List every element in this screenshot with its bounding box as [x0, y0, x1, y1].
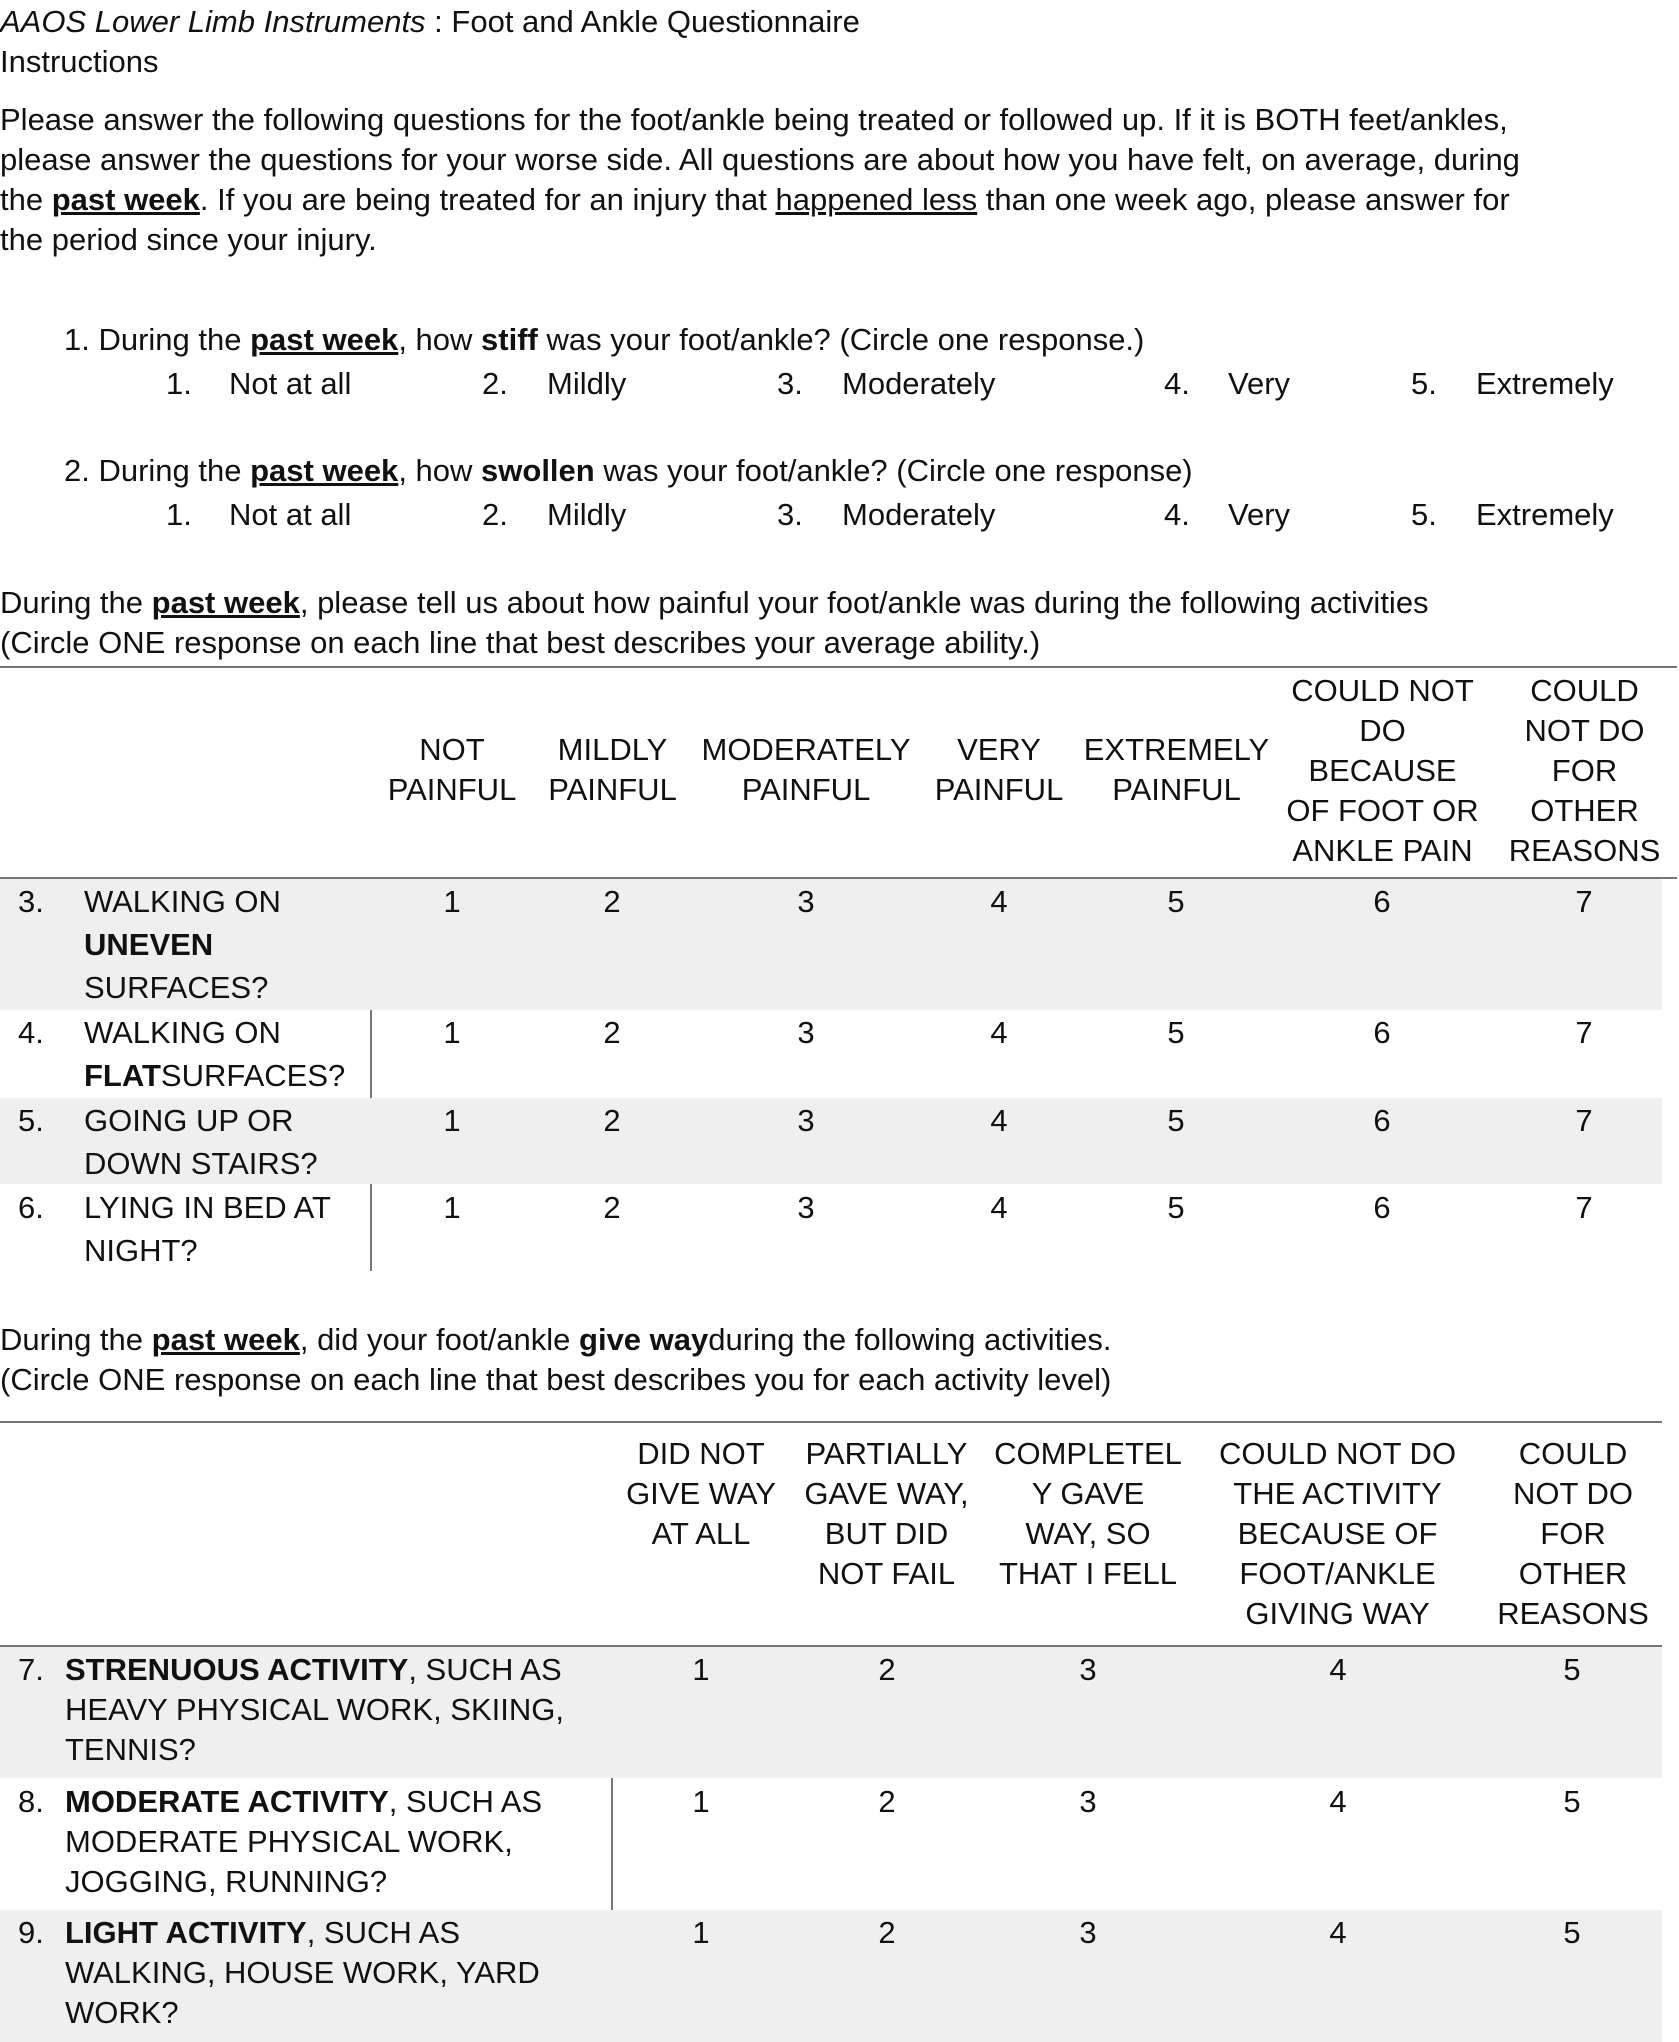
instructions-line: Please answer the following questions for the foot/ankle being treated or followed up. If it is BOTH feet/ankles, — [0, 102, 1508, 137]
emphasis-happened-less: happened less — [775, 182, 978, 217]
response-4[interactable]: 4 — [1329, 1915, 1347, 1950]
divider — [0, 666, 1677, 668]
instructions-line — [0, 180, 1520, 220]
response-6[interactable]: 6 — [1373, 1015, 1391, 1050]
response-5[interactable]: 5 — [1563, 1915, 1581, 1950]
column-header: COULD NOT DO FOR OTHER REASONS — [1508, 673, 1661, 868]
row-number: 5. — [18, 1103, 44, 1138]
emphasis-past-week: past week — [250, 322, 399, 357]
option-mildly[interactable]: Mildly — [547, 497, 627, 532]
column-header: COULD NOT DO THE ACTIVITY BECAUSE OF FOOT/ANKLE GIVING WAY — [1218, 1436, 1457, 1631]
row-label-text: TENNIS? — [65, 1732, 196, 1767]
column-header: MILDLY PAINFUL — [548, 732, 677, 807]
question-1 — [64, 320, 1144, 360]
emphasis-swollen: swollen — [481, 453, 595, 488]
option-mildly[interactable]: Mildly — [547, 366, 627, 401]
option-number[interactable]: 1. — [166, 497, 192, 532]
response-2[interactable]: 2 — [603, 1190, 621, 1225]
row-number: 9. — [18, 1915, 44, 1950]
divider — [0, 1421, 1662, 1423]
option-number[interactable]: 2. — [482, 497, 508, 532]
giveway-section-instruction: (Circle ONE response on each line that best describes you for each activity level) — [0, 1362, 1112, 1397]
emphasis-give-way: give way — [579, 1322, 709, 1357]
row-label-text: DOWN STAIRS? — [84, 1146, 318, 1181]
response-2[interactable]: 2 — [878, 1784, 896, 1819]
row-label-emphasis: LIGHT ACTIVITY — [65, 1915, 307, 1950]
response-1[interactable]: 1 — [692, 1784, 710, 1819]
row-label-text: WALKING ON — [84, 1015, 281, 1050]
response-7[interactable]: 7 — [1575, 1103, 1593, 1138]
response-1[interactable]: 1 — [443, 884, 461, 919]
text: During the — [0, 1322, 152, 1357]
title-questionnaire: : Foot and Ankle Questionnaire — [425, 4, 860, 39]
row-label — [84, 880, 281, 1009]
row-label — [65, 1650, 564, 1770]
row-label-text: HEAVY PHYSICAL WORK, SKIING, — [65, 1692, 564, 1727]
row-label — [65, 1913, 540, 2033]
option-not-at-all[interactable]: Not at all — [229, 497, 352, 532]
option-number[interactable]: 2. — [482, 366, 508, 401]
text: was your foot/ankle? (Circle one response.) — [537, 322, 1145, 357]
text: than one week ago, please answer for — [977, 182, 1510, 217]
row-label-text: NIGHT? — [84, 1233, 198, 1268]
row-label — [84, 1186, 331, 1272]
instructions-heading: Instructions — [0, 44, 159, 79]
page-title — [0, 2, 860, 42]
text: . If you are being treated for an injury that — [199, 182, 776, 217]
column-header: EXTREMELY PAINFUL — [1083, 732, 1270, 807]
column-header: COULD NOT DO FOR OTHER REASONS — [1497, 1436, 1649, 1631]
response-1[interactable]: 1 — [443, 1015, 461, 1050]
response-7[interactable]: 7 — [1575, 1015, 1593, 1050]
option-extremely[interactable]: Extremely — [1476, 497, 1614, 532]
option-not-at-all[interactable]: Not at all — [229, 366, 352, 401]
response-2[interactable]: 2 — [603, 1015, 621, 1050]
response-4[interactable]: 4 — [1329, 1784, 1347, 1819]
response-2[interactable]: 2 — [603, 1103, 621, 1138]
row-number: 6. — [18, 1190, 44, 1225]
column-header: VERY PAINFUL — [934, 732, 1064, 807]
option-number[interactable]: 5. — [1411, 366, 1437, 401]
row-label-text: SURFACES? — [84, 970, 269, 1005]
row-number: 3. — [18, 884, 44, 919]
text: was your foot/ankle? (Circle one response) — [594, 453, 1193, 488]
row-label-emphasis: MODERATE ACTIVITY — [65, 1784, 389, 1819]
response-3[interactable]: 3 — [797, 1015, 815, 1050]
text: 2. During the — [64, 453, 251, 488]
option-extremely[interactable]: Extremely — [1476, 366, 1614, 401]
text: during the following activities. — [708, 1322, 1112, 1357]
pain-section-intro — [0, 583, 1429, 623]
text: , please tell us about how painful your foot/ankle was during the following activities — [299, 585, 1429, 620]
option-number[interactable]: 4. — [1164, 366, 1190, 401]
response-5[interactable]: 5 — [1563, 1784, 1581, 1819]
response-5[interactable]: 5 — [1167, 884, 1185, 919]
response-1[interactable]: 1 — [443, 1190, 461, 1225]
giveway-section-intro — [0, 1320, 1111, 1360]
response-2[interactable]: 2 — [878, 1652, 896, 1687]
response-1[interactable]: 1 — [692, 1652, 710, 1687]
response-3[interactable]: 3 — [797, 1190, 815, 1225]
emphasis-past-week: past week — [151, 1322, 300, 1357]
column-header: NOT PAINFUL — [387, 732, 517, 807]
option-moderately[interactable]: Moderately — [842, 497, 996, 532]
option-number[interactable]: 1. — [166, 366, 192, 401]
response-4[interactable]: 4 — [1329, 1652, 1347, 1687]
option-number[interactable]: 3. — [777, 497, 803, 532]
response-1[interactable]: 1 — [692, 1915, 710, 1950]
instructions-paragraph — [0, 100, 1520, 260]
row-number: 7. — [18, 1652, 44, 1687]
response-6[interactable]: 6 — [1373, 884, 1391, 919]
response-5[interactable]: 5 — [1167, 1190, 1185, 1225]
response-3[interactable]: 3 — [1079, 1652, 1097, 1687]
text: , did your foot/ankle — [299, 1322, 580, 1357]
row-label-text: GOING UP OR — [84, 1103, 294, 1138]
emphasis-past-week: past week — [51, 182, 200, 217]
text: 1. During the — [64, 322, 251, 357]
emphasis-past-week: past week — [151, 585, 300, 620]
response-4[interactable]: 4 — [990, 884, 1008, 919]
response-6[interactable]: 6 — [1373, 1103, 1391, 1138]
response-2[interactable]: 2 — [603, 884, 621, 919]
column-header: COMPLETEL Y GAVE WAY, SO THAT I FELL — [994, 1436, 1182, 1591]
row-label-text: JOGGING, RUNNING? — [65, 1864, 388, 1899]
option-very[interactable]: Very — [1228, 366, 1291, 401]
instructions-line: please answer the questions for your worse side. All questions are about how you have felt, on average, during — [0, 142, 1520, 177]
pain-section-instruction: (Circle ONE response on each line that best describes your average ability.) — [0, 625, 1041, 660]
response-6[interactable]: 6 — [1373, 1190, 1391, 1225]
response-4[interactable]: 4 — [990, 1190, 1008, 1225]
response-3[interactable]: 3 — [1079, 1784, 1097, 1819]
instructions-line: the period since your injury. — [0, 222, 377, 257]
text: , how — [398, 453, 482, 488]
column-header: COULD NOT DO BECAUSE OF FOOT OR ANKLE PAIN — [1286, 673, 1479, 868]
row-number: 8. — [18, 1784, 44, 1819]
row-label-text: MODERATE PHYSICAL WORK, — [65, 1824, 513, 1859]
row-label-emphasis: UNEVEN — [84, 927, 214, 962]
response-3[interactable]: 3 — [797, 1103, 815, 1138]
response-7[interactable]: 7 — [1575, 884, 1593, 919]
row-label — [84, 1011, 345, 1097]
response-7[interactable]: 7 — [1575, 1190, 1593, 1225]
column-header: PARTIALLY GAVE WAY, BUT DID NOT FAIL — [804, 1436, 969, 1591]
option-moderately[interactable]: Moderately — [842, 366, 996, 401]
option-number[interactable]: 5. — [1411, 497, 1437, 532]
emphasis-past-week: past week — [250, 453, 399, 488]
option-number[interactable]: 4. — [1164, 497, 1190, 532]
response-5[interactable]: 5 — [1563, 1652, 1581, 1687]
option-number[interactable]: 3. — [777, 366, 803, 401]
row-label-text: WORK? — [65, 1995, 179, 2030]
row-label-emphasis: STRENUOUS ACTIVITY — [65, 1652, 409, 1687]
response-3[interactable]: 3 — [797, 884, 815, 919]
response-1[interactable]: 1 — [443, 1103, 461, 1138]
row-label-text: , SUCH AS — [408, 1652, 562, 1687]
row-label-emphasis: FLAT — [84, 1058, 161, 1093]
row-label-text: LYING IN BED AT — [84, 1190, 331, 1225]
response-4[interactable]: 4 — [990, 1015, 1008, 1050]
response-3[interactable]: 3 — [1079, 1915, 1097, 1950]
row-label — [84, 1099, 318, 1185]
row-label — [65, 1782, 542, 1902]
title-instrument: AAOS Lower Limb Instruments — [0, 4, 426, 39]
column-header: DID NOT GIVE WAY AT ALL — [626, 1436, 776, 1551]
row-label-text: SURFACES? — [160, 1058, 346, 1093]
row-label-text: WALKING, HOUSE WORK, YARD — [65, 1955, 540, 1990]
response-5[interactable]: 5 — [1167, 1015, 1185, 1050]
response-2[interactable]: 2 — [878, 1915, 896, 1950]
text: During the — [0, 585, 152, 620]
emphasis-stiff: stiff — [481, 322, 538, 357]
row-number: 4. — [18, 1015, 44, 1050]
text: , how — [398, 322, 482, 357]
option-very[interactable]: Very — [1228, 497, 1291, 532]
response-4[interactable]: 4 — [990, 1103, 1008, 1138]
column-header: MODERATELY PAINFUL — [701, 732, 911, 807]
question-2 — [64, 451, 1193, 491]
response-5[interactable]: 5 — [1167, 1103, 1185, 1138]
row-label-text: WALKING ON — [84, 884, 281, 919]
row-label-text: , SUCH AS — [388, 1784, 543, 1819]
text: the — [0, 182, 52, 217]
row-label-text: , SUCH AS — [306, 1915, 461, 1950]
